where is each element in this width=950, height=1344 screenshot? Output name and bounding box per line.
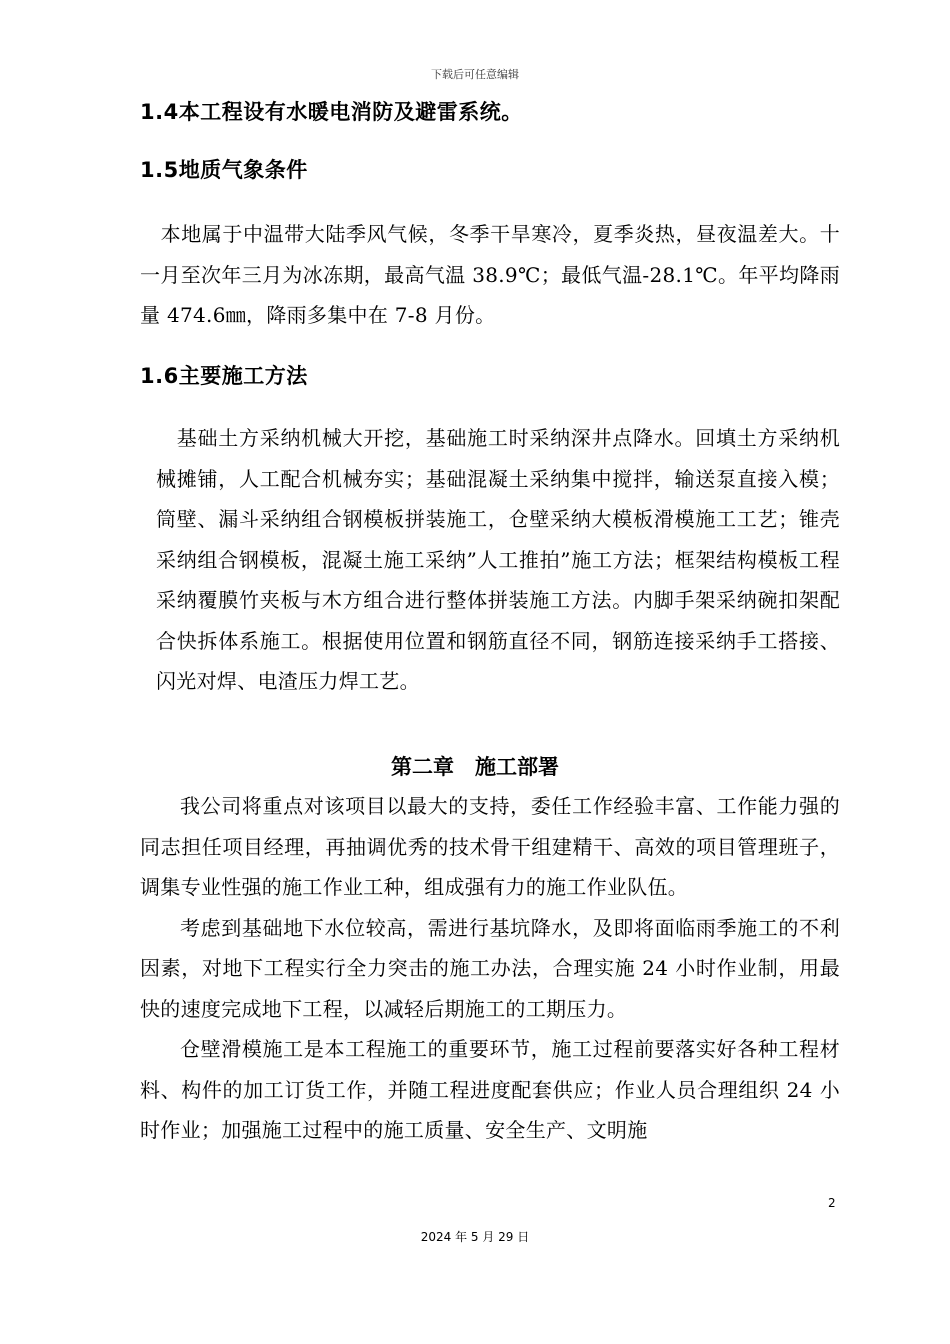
- section-1-4-heading: 1.4本工程设有水暖电消防及避雷系统。: [140, 100, 523, 124]
- section-1-6-heading: 1.6主要施工方法: [140, 364, 308, 388]
- section-1-5-heading: 1.5地质气象条件: [140, 158, 308, 182]
- chapter-paragraph: 仓壁滑模施工是本工程施工的重要环节，施工过程前要落实好各种工程材料、构件的加工订货工作，并随工程进度配套供应；作业人员合理组织 24 小时作业；加强施工过程中的施工质量、安全生产、文明施: [140, 1037, 840, 1142]
- construction-method-paragraph: 基础土方采纳机械大开挖，基础施工时采纳深井点降水。回填土方采纳机械摊铺，人工配合机械夯实；基础混凝土采纳集中搅拌，输送泵直接入模；筒壁、漏斗采纳组合钢模板拼装施工，仓壁采纳大模板滑模施工工艺；锥壳采纳组合钢模板，混凝土施工采纳”人工推拍”施工方法；框架结构模板工程采纳覆膜竹夹板与木方组合进行整体拼装施工方法。内脚手架采纳碗扣架配合快拆体系施工。根据使用位置和钢筋直径不同，钢筋连接采纳手工搭接、闪光对焊、电渣压力焊工艺。: [156, 426, 840, 693]
- chapter-paragraph: 考虑到基础地下水位较高，需进行基坑降水，及即将面临雨季施工的不利因素，对地下工程实行全力突击的施工办法，合理实施 24 小时作业制，用最快的速度完成地下工程，以减轻后期施工的工期压力。: [140, 915, 840, 1021]
- chapter-title: 第二章 施工部署: [391, 755, 559, 779]
- header-note: 下载后可任意编辑: [431, 68, 519, 81]
- chapter-paragraph: 我公司将重点对该项目以最大的支持，委任工作经验丰富、工作能力强的同志担任项目经理，再抽调优秀的技术骨干组建精干、高效的项目管理班子，调集专业性强的施工作业工种，组成强有力的施工作业队伍。: [140, 794, 840, 899]
- footer-date: 2024 年 5 月 29 日: [420, 1230, 530, 1244]
- chapter-body: [140, 786, 840, 1151]
- page-number: 2: [828, 1196, 836, 1210]
- climate-paragraph: 本地属于中温带大陆季风气候，冬季干旱寒冷，夏季炎热，昼夜温差大。十一月至次年三月为冰冻期，最高气温 38.9℃；最低气温-28.1℃。年平均降雨量 474.6㎜，降雨多集中在 7-8 月份。: [140, 222, 840, 327]
